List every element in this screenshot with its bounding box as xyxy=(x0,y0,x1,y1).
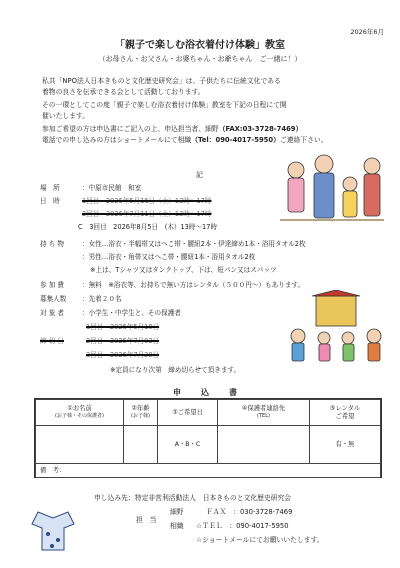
items-women: ：女性…浴衣・半幅帯又はへこ帯・腰紐2本・伊達締め1本・浴用タオル2枚 xyxy=(82,240,306,248)
deadline-row-1 xyxy=(86,323,159,331)
deadline-label: 締 切 日 xyxy=(40,337,64,345)
count-row xyxy=(40,295,122,303)
deadline-note xyxy=(110,366,240,374)
intro-line: 電話での申し込みの方はショートメールにて相織 xyxy=(42,135,192,144)
items-row xyxy=(40,240,306,248)
intro-line: ご連絡下さい。 xyxy=(279,135,328,144)
fax-number: （FAX:03-3728-7469） xyxy=(218,125,303,133)
col-name-header: ①お名前 (お子様・その保護者) xyxy=(36,400,124,426)
intro-line: 着物の良さを伝承できる会として活動しております。 xyxy=(42,87,205,96)
deadline-3: 3回目 2026年7月30日 xyxy=(86,351,160,359)
intro-line: 催いたします。 xyxy=(42,111,90,120)
place-value: ：中原市民館 和室 xyxy=(82,184,142,192)
date-label: 日 時 xyxy=(40,197,60,205)
deadline-1: 1回目 2026年5月10日 xyxy=(86,323,160,331)
contact-cell[interactable] xyxy=(218,426,310,464)
application-table xyxy=(35,399,381,478)
page-title: 「親子で楽しむ浴衣着付け体験」教室 xyxy=(115,40,285,51)
deadline-note-text: ※定員になり次第 締め切らせて頂きます。 xyxy=(110,366,241,374)
deadline-row-3 xyxy=(86,351,159,359)
festival-illustration xyxy=(286,290,386,364)
place-row xyxy=(40,184,141,192)
date-row-2 xyxy=(82,210,211,218)
rental-choice-cell[interactable]: 有・無 xyxy=(310,426,381,464)
remarks-cell[interactable]: 備 考： xyxy=(36,464,381,478)
application-form xyxy=(34,398,382,478)
count-value: ：先着２０名 xyxy=(82,295,122,303)
issue-date: 2026年6月 xyxy=(350,28,384,36)
intro-line: 参加ご希望の方は申込書にご記入の上、申込担当者、細野 xyxy=(42,125,219,133)
items-row-2 xyxy=(82,253,255,261)
contact-2-name: 相織 xyxy=(170,522,184,530)
intro-paragraph-1 xyxy=(42,76,356,97)
yukata-icon xyxy=(30,506,76,552)
target-label: 対 象 者 xyxy=(40,309,64,317)
intro-paragraph-3 xyxy=(42,124,356,145)
date-option-3: C 3回目 2026年8月5日 (木）13時～17時 xyxy=(78,223,218,231)
col-contact-header: ④保護者連絡先 (TEL) xyxy=(218,400,310,426)
intro-paragraph-2 xyxy=(42,100,356,121)
col-rental-header: ⑤レンタル ご希望 xyxy=(310,400,381,426)
count-label: 募集人数 xyxy=(40,295,67,303)
intro-line: その一環としてこの度「親子で楽しむ浴衣着付け体験」教室を下記の日程にて開 xyxy=(42,101,287,109)
footer-tanto-label: 担 当 xyxy=(136,516,157,524)
fee-label: 参 加 費 xyxy=(40,281,64,289)
name-cell[interactable] xyxy=(36,426,124,464)
items-note: ※上は、Tシャツ又はタンクトップ、下は、短パン又はスパッツ xyxy=(90,266,277,274)
place-label: 場 所 xyxy=(40,184,60,192)
target-value: ：小学生・中学生と、その保護者 xyxy=(82,309,181,317)
deadline-2: 2回目 2026年7月03日 xyxy=(86,337,160,345)
tel-number: （Tel：090-4017-5950） xyxy=(191,135,280,144)
page-subtitle: （お母さん・お父さん・お婆ちゃん・お爺ちゃん ご一緒に！） xyxy=(98,55,302,63)
items-row-3 xyxy=(90,266,277,274)
date-choice-cell[interactable]: A・B・C xyxy=(158,426,218,464)
date-row-3 xyxy=(78,223,217,231)
intro-line: 私共「NPO法人日本きものと文化歴史研究会」は、子供たちに伝統文化である xyxy=(42,77,281,85)
age-cell[interactable] xyxy=(124,426,158,464)
sms-note: ☆ショートメールにてお願いいたします。 xyxy=(196,536,324,544)
fee-value: ：無料 ※浴衣等、お持ちで無い方はレンタル（５００円～）もあります。 xyxy=(82,281,305,289)
contact-1-fax: ＦＡＸ ：030-3728-7469 xyxy=(206,508,293,516)
contact-1-name: 細野 xyxy=(170,508,184,516)
ki-heading: 記 xyxy=(196,171,203,179)
contact-2-tel: ☆ＴＥＬ ：090-4017-5950 xyxy=(196,522,289,530)
form-heading: 申 込 書 xyxy=(173,388,243,397)
target-row xyxy=(40,309,181,317)
deadline-row-2 xyxy=(40,337,159,345)
footer-organization: 申し込み先：特定非営利活動法人 日本きものと文化歴史研究会 xyxy=(94,494,292,502)
items-men: ：男性…浴衣・角帯又はへこ帯・腰紐1本・浴用タオル2枚 xyxy=(82,253,256,261)
date-row-1 xyxy=(40,197,211,205)
fee-row xyxy=(40,281,304,289)
col-date-header: ③ご希望日 xyxy=(158,400,218,426)
date-option-1: 1回目 2026年5月16日（土）13時～17時 xyxy=(82,197,212,205)
items-label: 持 ち 物 xyxy=(40,240,64,248)
col-age-header: ②年齢 (お子様) xyxy=(124,400,158,426)
date-option-2: 2回目 2026年7月11日（土）13時～17時 xyxy=(82,210,212,218)
family-yukata-illustration xyxy=(276,150,388,228)
